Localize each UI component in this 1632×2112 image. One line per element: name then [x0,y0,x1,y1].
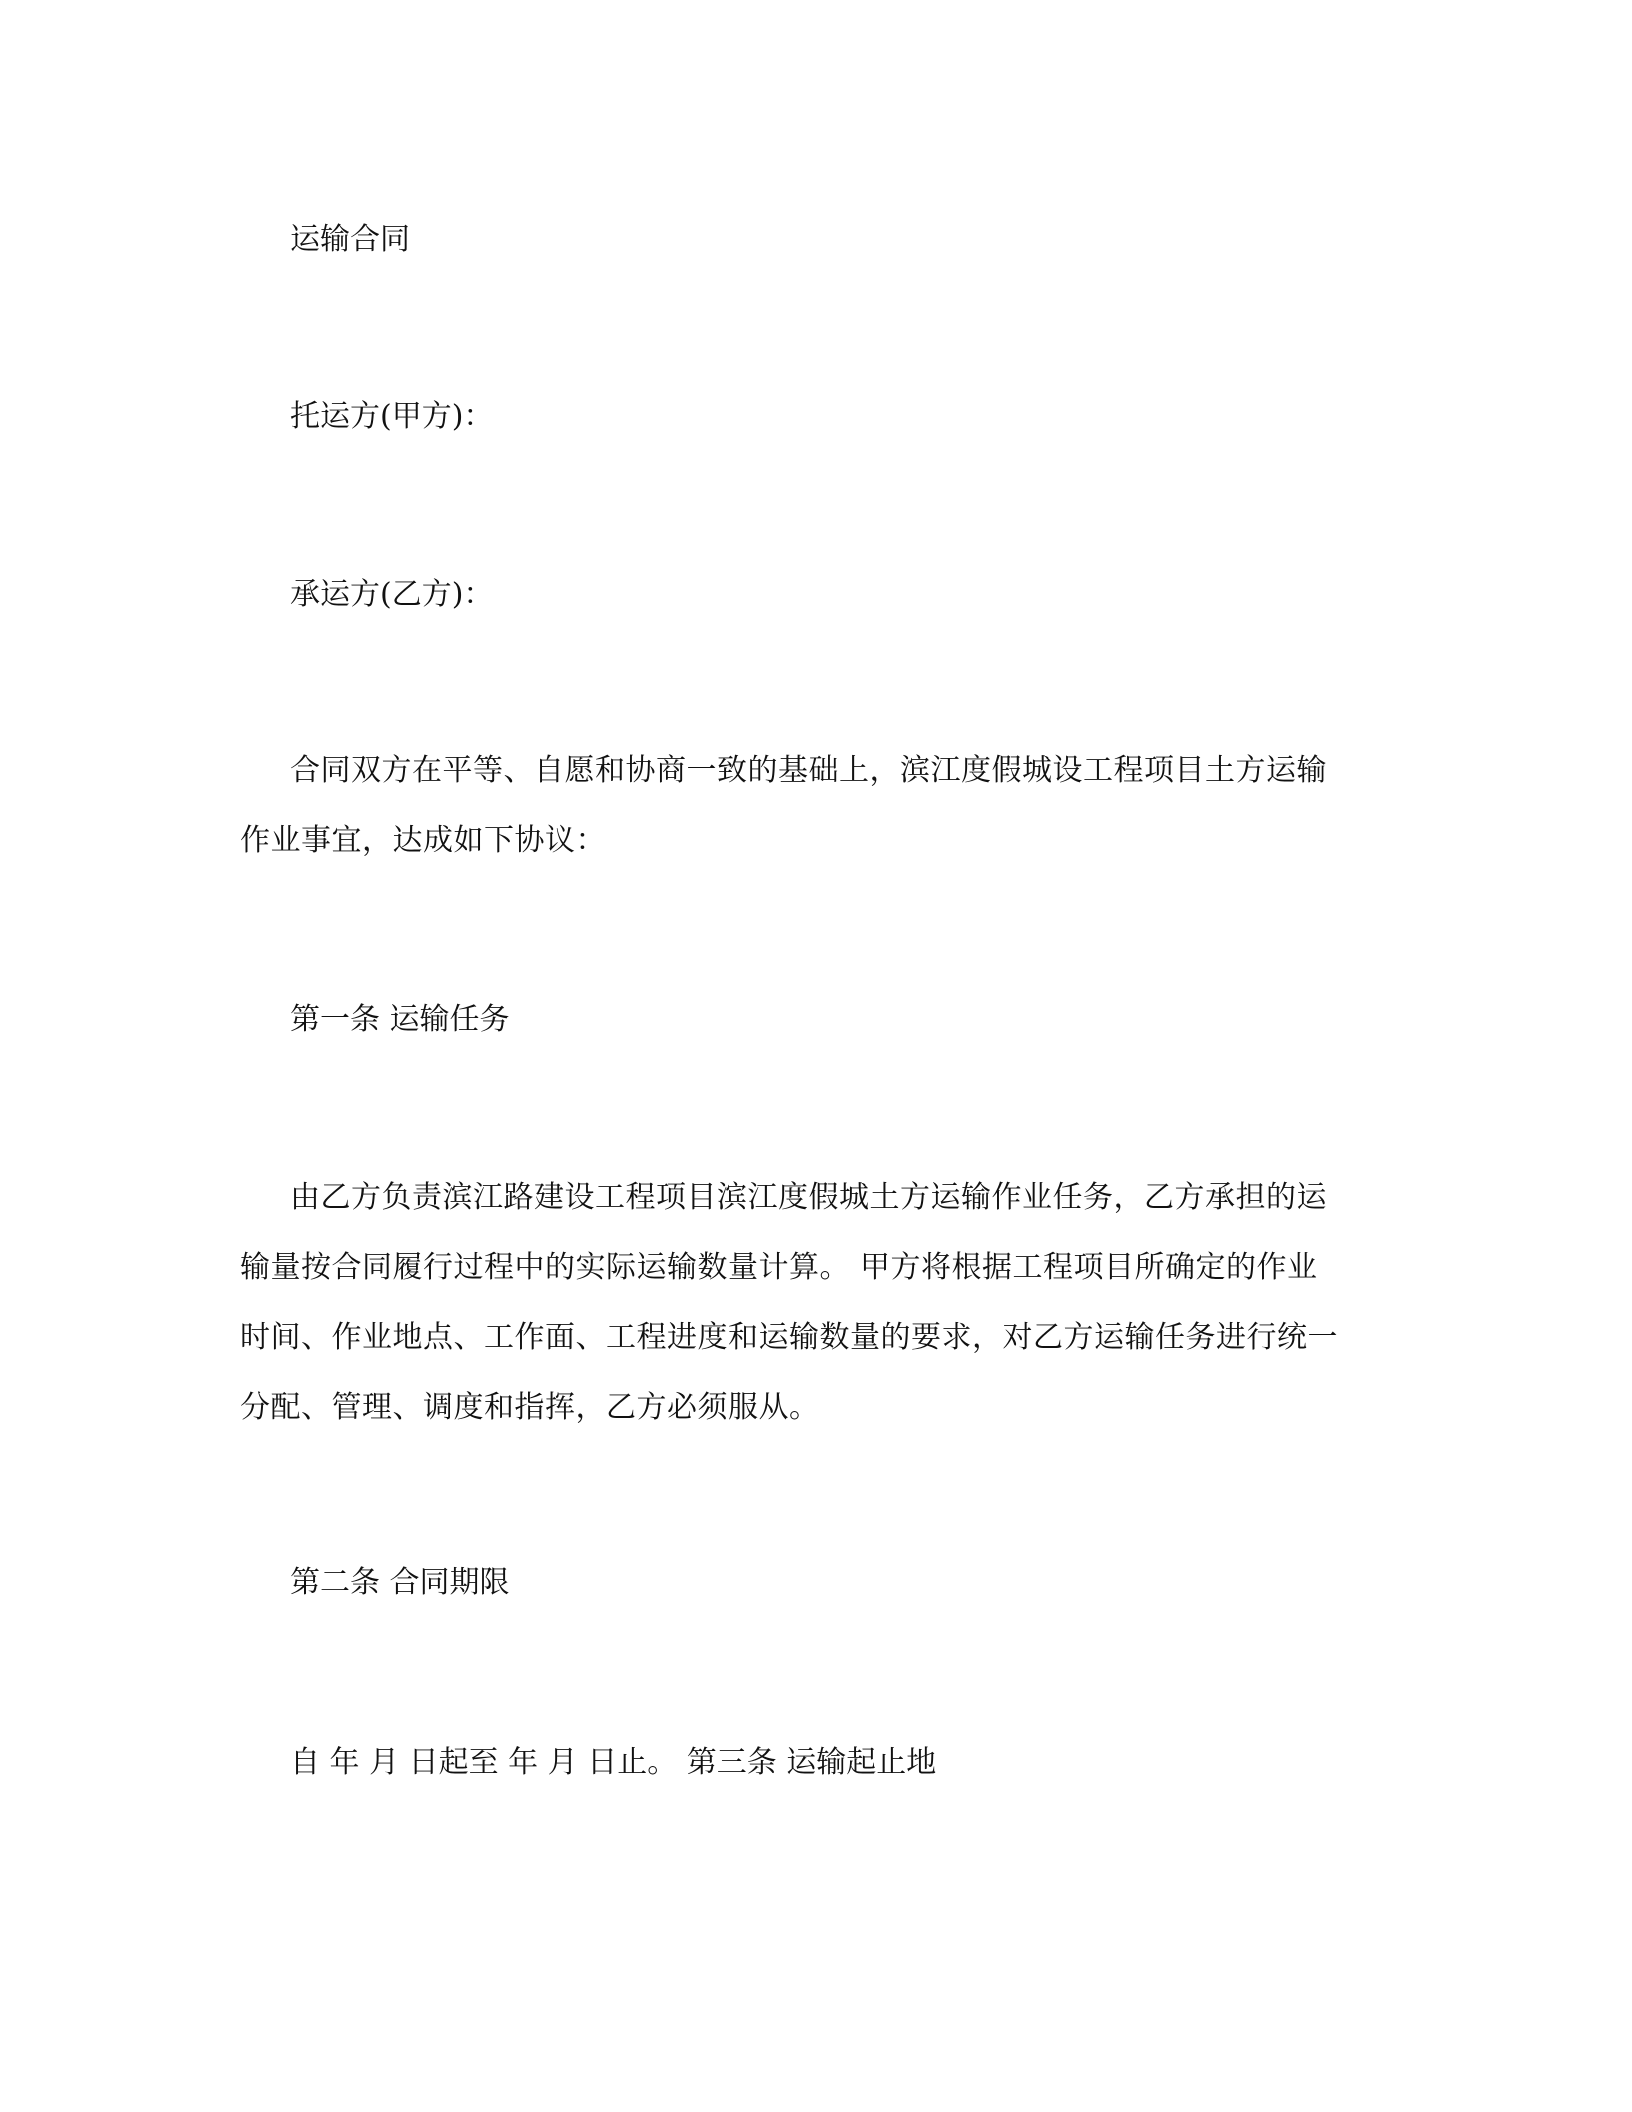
article1-paragraph [240,1163,1400,1443]
article2-body: 自 年 月 日起至 年 月 日止。 第三条 运输起止地 [290,1745,937,1780]
article1-heading: 第一条 运输任务 [290,1002,510,1037]
document-title: 运输合同 [290,222,410,257]
preamble-line: 作业事宜，达成如下协议： [240,823,606,858]
article1-line: 由乙方负责滨江路建设工程项目滨江度假城土方运输作业任务，乙方承担的运 [290,1180,1327,1215]
preamble-paragraph [240,736,1400,876]
party-b-label: 承运方(乙方)： [290,577,494,612]
article1-line: 输量按合同履行过程中的实际运输数量计算。 甲方将根据工程项目所确定的作业 [240,1250,1318,1285]
article1-line: 时间、作业地点、工作面、工程进度和运输数量的要求，对乙方运输任务进行统一 [240,1320,1338,1355]
party-a-label: 托运方(甲方)： [290,399,494,434]
article2-heading: 第二条 合同期限 [290,1565,510,1600]
article1-line: 分配、管理、调度和指挥，乙方必须服从。 [240,1390,820,1425]
preamble-line: 合同双方在平等、自愿和协商一致的基础上，滨江度假城设工程项目土方运输 [290,753,1327,788]
